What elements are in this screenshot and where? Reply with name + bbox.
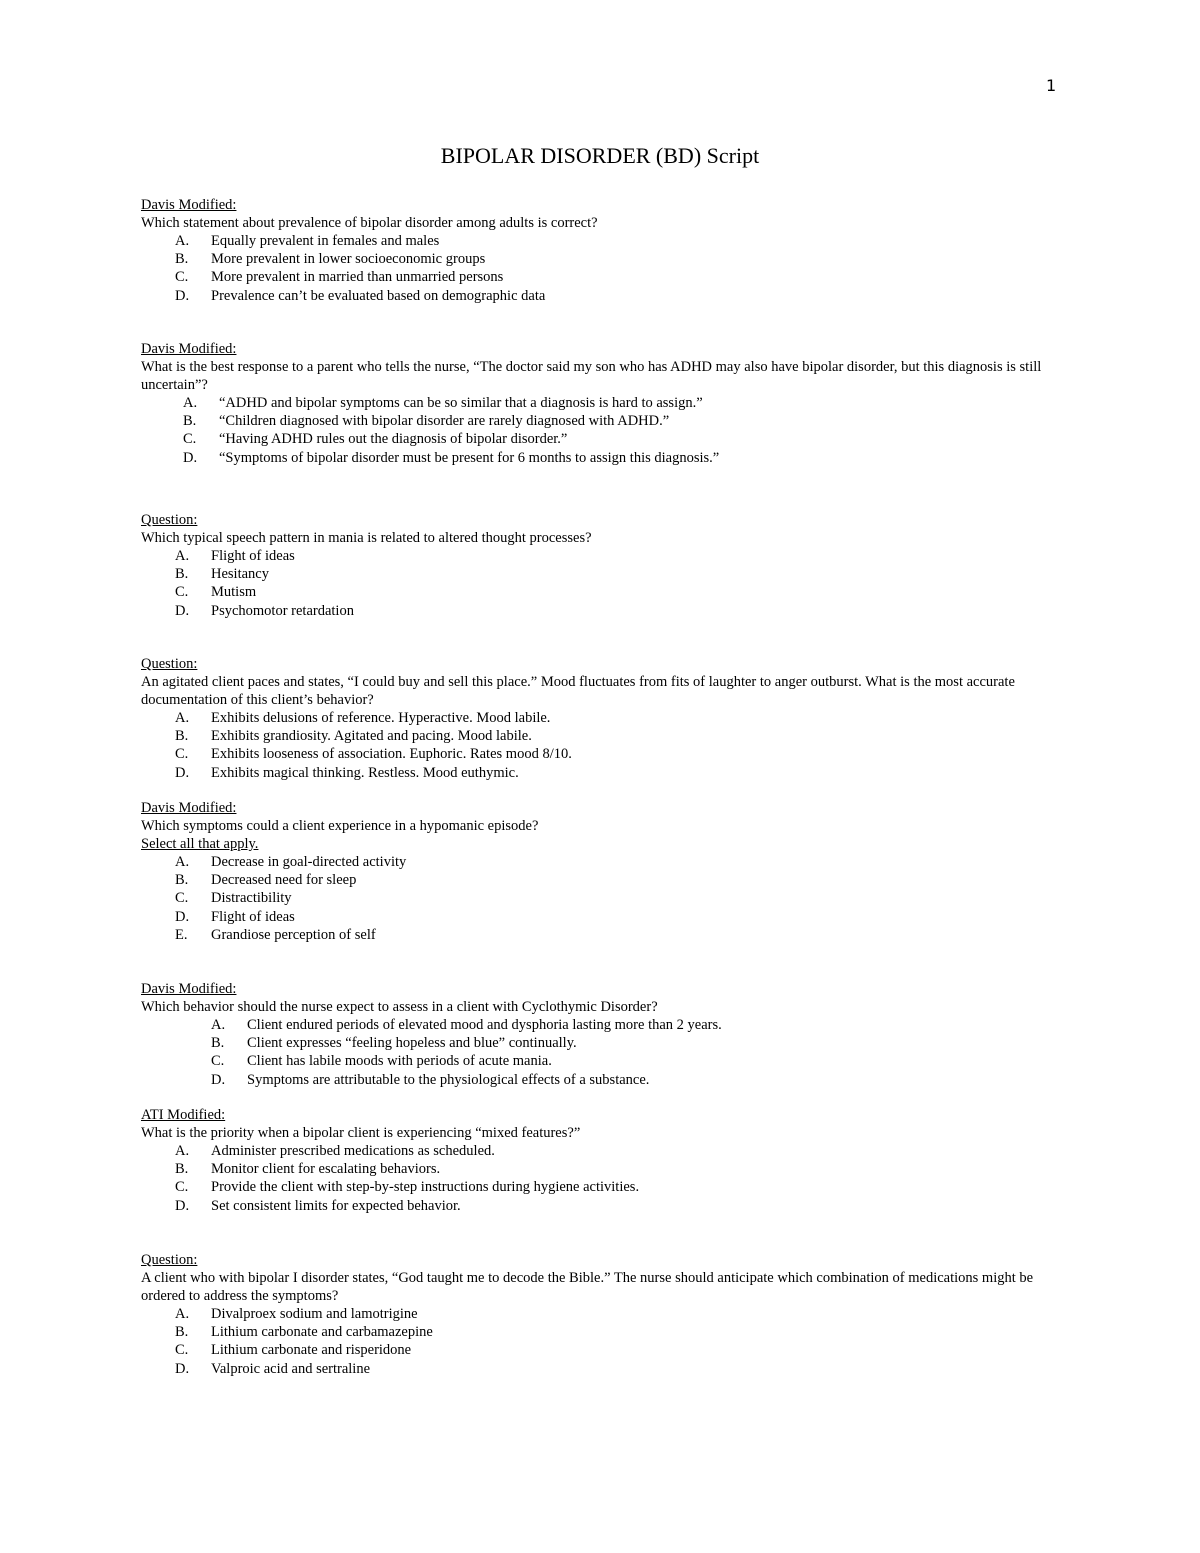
option-letter: C. [175, 1179, 189, 1196]
answer-option [141, 583, 1061, 601]
question-source-label: Question: [141, 1252, 198, 1268]
answer-options [141, 853, 1061, 944]
option-letter: B. [175, 728, 189, 745]
option-text: More prevalent in married than unmarried persons [211, 269, 504, 286]
question-stem: What is the best response to a parent who tells the nurse, “The doctor said my son who has ADHD may also have bipolar disorder, but this diagnosis is still uncertain”? [141, 359, 1042, 393]
answer-options [141, 547, 1061, 620]
answer-option [141, 1178, 1061, 1196]
answer-option [141, 1052, 1061, 1070]
option-text: Exhibits delusions of reference. Hyperactive. Mood labile. [211, 710, 551, 726]
option-text: Client has labile moods with periods of acute mania. [247, 1053, 552, 1070]
option-letter: A. [175, 548, 190, 564]
answer-option [141, 565, 1061, 583]
question-2 [141, 340, 1061, 467]
question-4 [141, 655, 1061, 782]
option-text: Grandiose perception of self [211, 926, 376, 943]
option-letter: D. [211, 1071, 226, 1088]
question-stem: Which behavior should the nurse expect to assess in a client with Cyclothymic Disorder? [141, 999, 658, 1015]
option-letter: A. [175, 1306, 190, 1322]
answer-option [141, 287, 1061, 305]
option-letter: C. [175, 746, 189, 763]
question-stem: Which symptoms could a client experience in a hypomanic episode? [141, 818, 539, 834]
question-8 [141, 1251, 1061, 1378]
answer-option [141, 1016, 1061, 1034]
page-number: 1 [1046, 76, 1057, 95]
option-letter: C. [175, 584, 189, 601]
answer-option [141, 1071, 1061, 1089]
option-text: Client endured periods of elevated mood and dysphoria lasting more than 2 years. [247, 1017, 722, 1033]
question-source-label: Davis Modified: [141, 981, 237, 997]
option-letter: E. [175, 926, 188, 943]
option-text: Divalproex sodium and lamotrigine [211, 1306, 418, 1322]
answer-option [141, 268, 1061, 286]
answer-option [141, 1360, 1061, 1378]
question-source-label: Davis Modified: [141, 800, 237, 816]
option-text: Mutism [211, 584, 257, 601]
answer-option [141, 709, 1061, 727]
answer-option [141, 1034, 1061, 1052]
answer-option [141, 745, 1061, 763]
option-text: Exhibits grandiosity. Agitated and pacing. Mood labile. [211, 728, 532, 745]
option-text: “Symptoms of bipolar disorder must be present for 6 months to assign this diagnosis.” [219, 449, 720, 466]
option-text: Hesitancy [211, 566, 269, 583]
option-letter: C. [175, 269, 189, 286]
question-stem: Which statement about prevalence of bipolar disorder among adults is correct? [141, 215, 598, 231]
answer-option [141, 250, 1061, 268]
option-letter: C. [175, 1342, 189, 1359]
option-letter: D. [183, 449, 198, 466]
option-letter: B. [183, 413, 197, 430]
question-stem: An agitated client paces and states, “I could buy and sell this place.” Mood fluctuates from fits of laughter to anger outburst. What is the most accurate documentation of this client’s behavior? [141, 674, 1015, 708]
answer-option [141, 1305, 1061, 1323]
question-7 [141, 1106, 1061, 1215]
answer-option [141, 449, 1061, 467]
option-letter: B. [175, 566, 189, 583]
option-letter: C. [183, 431, 197, 448]
option-letter: A. [211, 1017, 226, 1033]
question-source-label: Question: [141, 656, 198, 672]
option-text: Exhibits magical thinking. Restless. Mood euthymic. [211, 764, 519, 781]
answer-options [141, 1142, 1061, 1215]
answer-option [141, 1142, 1061, 1160]
answer-option [141, 764, 1061, 782]
question-1 [141, 196, 1061, 305]
option-text: Client expresses “feeling hopeless and blue” continually. [247, 1035, 577, 1052]
option-letter: A. [175, 1143, 190, 1159]
answer-options [141, 1305, 1061, 1378]
option-text: More prevalent in lower socioeconomic groups [211, 251, 486, 268]
option-letter: B. [211, 1035, 225, 1052]
option-text: “ADHD and bipolar symptoms can be so similar that a diagnosis is hard to assign.” [219, 395, 703, 411]
option-text: “Children diagnosed with bipolar disorder are rarely diagnosed with ADHD.” [219, 413, 670, 430]
option-text: Decreased need for sleep [211, 872, 357, 889]
option-letter: D. [175, 287, 190, 304]
answer-option [141, 1197, 1061, 1215]
question-3 [141, 511, 1061, 620]
answer-option [141, 412, 1061, 430]
option-letter: D. [175, 602, 190, 619]
option-letter: D. [175, 1197, 190, 1214]
option-letter: B. [175, 872, 189, 889]
option-text: Administer prescribed medications as scheduled. [211, 1143, 495, 1159]
answer-option [141, 1341, 1061, 1359]
option-letter: B. [175, 251, 189, 268]
question-source-label: Davis Modified: [141, 341, 237, 357]
option-letter: D. [175, 764, 190, 781]
option-letter: C. [211, 1053, 225, 1070]
option-text: Equally prevalent in females and males [211, 233, 440, 249]
answer-option [141, 430, 1061, 448]
answer-option [141, 602, 1061, 620]
question-5 [141, 799, 1061, 944]
answer-option [141, 871, 1061, 889]
answer-option [141, 232, 1061, 250]
option-text: Prevalence can’t be evaluated based on demographic data [211, 287, 546, 304]
option-text: Decrease in goal-directed activity [211, 854, 407, 870]
option-text: Exhibits looseness of association. Euphoric. Rates mood 8/10. [211, 746, 572, 763]
answer-options [141, 709, 1061, 782]
option-text: Flight of ideas [211, 548, 295, 564]
option-letter: B. [175, 1161, 189, 1178]
answer-option [141, 926, 1061, 944]
select-all-note: Select all that apply. [141, 836, 259, 852]
answer-options [141, 232, 1061, 305]
option-letter: A. [175, 710, 190, 726]
option-letter: C. [175, 890, 189, 907]
question-source-label: ATI Modified: [141, 1107, 226, 1123]
option-text: Valproic acid and sertraline [211, 1360, 371, 1377]
option-letter: D. [175, 908, 190, 925]
answer-option [141, 394, 1061, 412]
answer-options [141, 1016, 1061, 1089]
question-stem: A client who with bipolar I disorder states, “God taught me to decode the Bible.” The nurse should anticipate which combination of medications might be ordered to address the symptoms? [141, 1270, 1034, 1304]
option-text: Psychomotor retardation [211, 602, 354, 619]
question-source-label: Davis Modified: [141, 197, 237, 213]
answer-option [141, 908, 1061, 926]
answer-option [141, 853, 1061, 871]
option-text: Symptoms are attributable to the physiological effects of a substance. [247, 1071, 650, 1088]
answer-option [141, 1323, 1061, 1341]
answer-option [141, 889, 1061, 907]
option-text: Distractibility [211, 890, 292, 907]
question-source-label: Question: [141, 512, 198, 528]
option-text: Monitor client for escalating behaviors. [211, 1161, 441, 1178]
option-text: Set consistent limits for expected behavior. [211, 1197, 461, 1214]
answer-option [141, 547, 1061, 565]
option-text: “Having ADHD rules out the diagnosis of bipolar disorder.” [219, 431, 568, 448]
question-stem: Which typical speech pattern in mania is related to altered thought processes? [141, 530, 592, 546]
option-letter: A. [175, 233, 190, 249]
option-letter: D. [175, 1360, 190, 1377]
option-text: Provide the client with step-by-step instructions during hygiene activities. [211, 1179, 640, 1196]
question-stem: What is the priority when a bipolar client is experiencing “mixed features?” [141, 1125, 581, 1141]
option-text: Flight of ideas [211, 908, 295, 925]
option-letter: A. [175, 854, 190, 870]
option-letter: B. [175, 1324, 189, 1341]
answer-option [141, 1160, 1061, 1178]
option-text: Lithium carbonate and carbamazepine [211, 1324, 433, 1341]
answer-options [141, 394, 1061, 467]
option-text: Lithium carbonate and risperidone [211, 1342, 412, 1359]
option-letter: A. [183, 395, 198, 411]
answer-option [141, 727, 1061, 745]
document-title: BIPOLAR DISORDER (BD) Script [440, 143, 760, 168]
question-6 [141, 980, 1061, 1089]
